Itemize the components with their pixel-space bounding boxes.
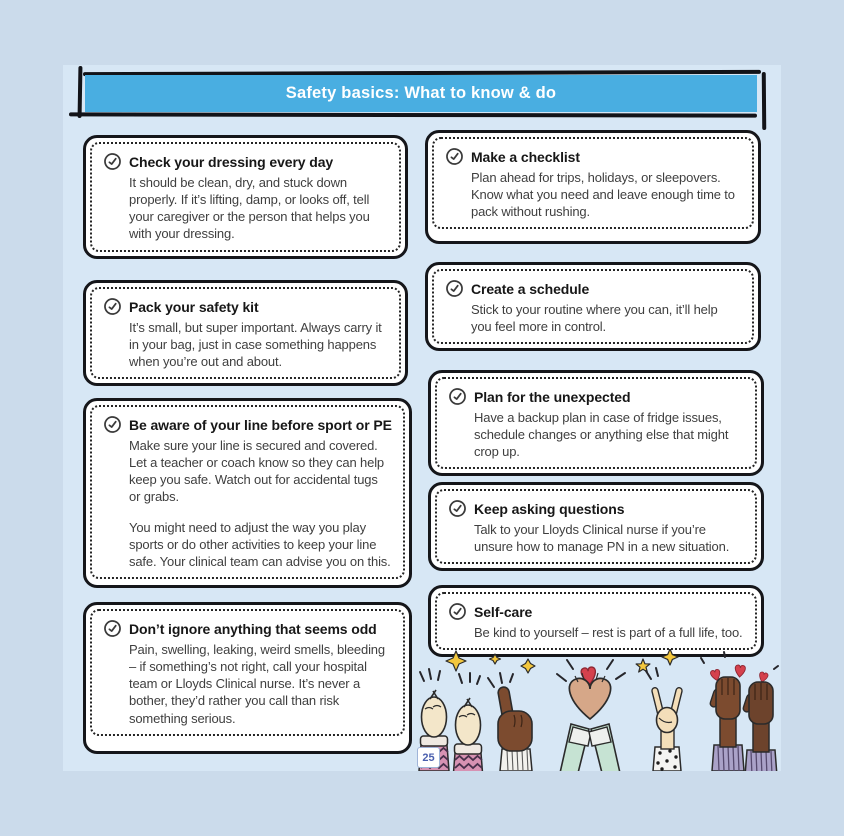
card-title: Check your dressing every day (129, 153, 334, 170)
header-left-stroke (78, 66, 83, 118)
header-right-stroke (762, 72, 767, 130)
card-title: Keep asking questions (474, 500, 625, 517)
header-bottom-stroke (69, 113, 757, 118)
card-title: Plan for the unexpected (474, 388, 631, 405)
card-keep-asking (428, 482, 764, 571)
peace-sign-hand (651, 687, 682, 771)
card-body: It’s small, but super important. Always carry it in your bag, just in case something happens when you’re out and about. (129, 320, 382, 370)
check-circle-icon (447, 386, 468, 407)
card-plan-unexpected (428, 370, 764, 476)
check-circle-icon (447, 498, 468, 519)
card-title: Don’t ignore anything that seems odd (129, 620, 377, 637)
card-title: Be aware of your line before sport or PE (129, 416, 392, 433)
card-body: Pain, swelling, leaking, weird smells, bleeding – if something’s not right, call your hospital team or Lloyds Clinical nurse. It’s never a bother, they’d rather you call than risk something serious. (129, 642, 385, 726)
card-create-schedule (425, 262, 761, 351)
card-body: Plan ahead for trips, holidays, or sleepovers. Know what you need and leave enough time to pack without rushing. (471, 170, 735, 220)
raised-open-palms (709, 677, 777, 771)
document-page (63, 65, 781, 771)
sparkle-star-icons (446, 649, 678, 673)
page-header (85, 75, 757, 112)
card-title: Make a checklist (471, 148, 580, 165)
card-make-checklist (425, 130, 761, 244)
card-body: It should be clean, dry, and stuck down properly. If it’s lifting, damp, or looks off, tell your caregiver or the person that helps you with your dressing. (129, 175, 370, 242)
check-circle-icon (447, 601, 468, 622)
card-body: Have a backup plan in case of fridge issues, schedule changes or anything else that might crop up. (474, 410, 729, 460)
card-body: Make sure your line is secured and covered. Let a teacher or coach know so they can help keep you safe. Watch out for accidental tugs or grabs. (129, 438, 385, 505)
card-body: You might need to adjust the way you play sports or do other activities to keep your line safe. Your clinical team can advise you on this. (129, 519, 391, 569)
check-circle-icon (102, 151, 123, 172)
card-seems-odd (83, 602, 412, 754)
check-circle-icon (444, 146, 465, 167)
celebration-hands-illustration (418, 649, 782, 771)
card-title: Self-care (474, 603, 533, 620)
page-number: 25 (422, 751, 435, 764)
check-circle-icon (102, 296, 123, 317)
card-title: Create a schedule (471, 280, 590, 297)
check-circle-icon (102, 414, 123, 435)
card-body: Be kind to yourself – rest is part of a full life, too. (474, 625, 743, 640)
card-check-dressing (83, 135, 408, 259)
thumbs-up-hand (497, 686, 532, 771)
header-banner (85, 75, 757, 112)
page-title: Safety basics: What to know & do (285, 84, 557, 102)
card-line-sport (83, 398, 412, 588)
card-body: Talk to your Lloyds Clinical nurse if you’re unsure how to manage PN in a new situation. (474, 522, 730, 555)
check-circle-icon (102, 618, 123, 639)
card-self-care (428, 585, 764, 657)
card-body: Stick to your routine where you can, it’ll help you feel more in control. (471, 302, 718, 335)
card-safety-kit (83, 280, 408, 386)
page-number-badge (417, 747, 440, 768)
heart-shape-hands (560, 673, 620, 771)
check-circle-icon (444, 278, 465, 299)
card-title: Pack your safety kit (129, 298, 259, 315)
